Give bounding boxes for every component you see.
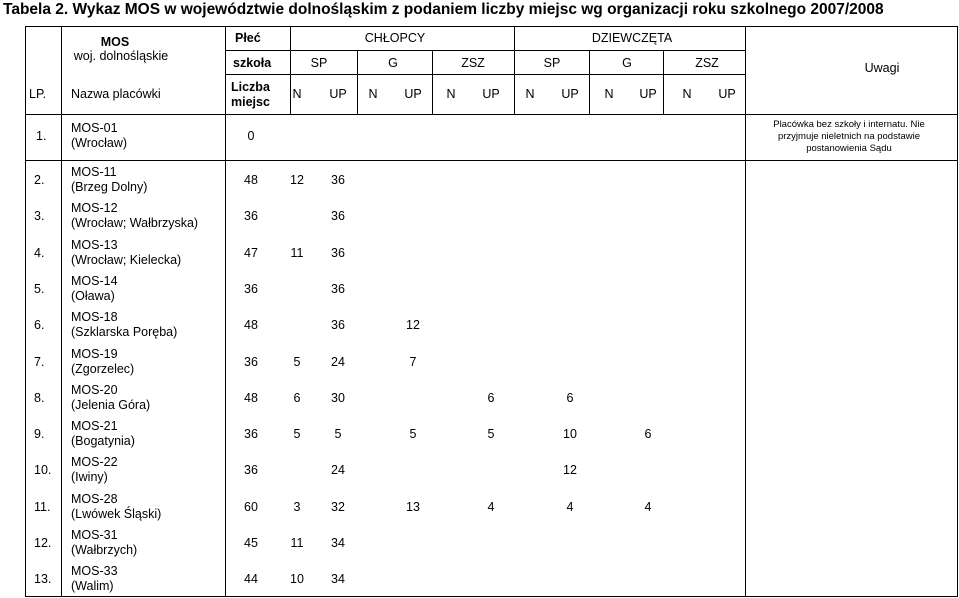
header-uwagi: Uwagi (864, 61, 900, 75)
header-chlopcy: CHŁOPCY (364, 31, 426, 45)
row-value-liczba: 0 (247, 129, 255, 143)
header-n-2: N (368, 87, 378, 101)
row-value-liczba: 36 (244, 463, 258, 478)
header-nazwa: Nazwa placówki (71, 87, 161, 101)
row-uwagi-line-1: Placówka bez szkoły i internatu. Nie (773, 119, 925, 130)
row-place: (Zgorzelec) (71, 361, 135, 376)
row-value-sp-up: 32 (331, 499, 345, 514)
header-school-zsz-girls: ZSZ (695, 56, 719, 70)
row-lp: 3. (34, 209, 45, 224)
row-value-sp-up: 36 (331, 281, 345, 296)
row-value-sp-n: 3 (293, 499, 301, 514)
row-value-sp-n: 10 (290, 572, 304, 587)
header-up-6: UP (718, 87, 736, 101)
row-lp: 13. (34, 572, 52, 587)
row-place: (Oława) (71, 288, 115, 303)
row-value-sp-up: 5 (334, 427, 342, 442)
row-place: (Szklarska Poręba) (71, 325, 178, 340)
header-up-3: UP (482, 87, 500, 101)
row-name: MOS-31 (71, 528, 118, 542)
row-place: (Wałbrzych) (71, 543, 138, 557)
row-value-liczba: 36 (244, 281, 258, 296)
row-place: (Lwówek Śląski) (71, 506, 162, 521)
row-value-sp-up: 36 (331, 318, 345, 333)
row-value-sp-n: 11 (290, 245, 304, 260)
header-mos: MOS (100, 35, 130, 49)
row-place: (Wrocław) (71, 136, 128, 150)
row-value-sp-n: 5 (293, 427, 301, 442)
row-name: MOS-33 (71, 564, 118, 579)
row-name: MOS-19 (71, 346, 118, 361)
header-school-sp-girls: SP (543, 56, 561, 70)
row-name: MOS-12 (71, 201, 118, 216)
header-n-3: N (446, 87, 456, 101)
row-lp: 10. (34, 463, 52, 478)
row-value-sp-up: 36 (331, 245, 345, 260)
row-value-sp-n: 11 (290, 536, 304, 550)
row-value-g-up: 5 (409, 427, 417, 442)
header-up-4: UP (561, 87, 579, 101)
row-lp: 12. (34, 536, 52, 550)
row-lp: 8. (34, 390, 45, 405)
header-school-sp-boys: SP (310, 56, 328, 70)
row-value-zsz-up: 5 (487, 427, 495, 442)
row-value-sp-up: 30 (331, 390, 345, 405)
header-school-zsz-boys: ZSZ (461, 56, 485, 70)
row-value-sp-up-girls: 4 (566, 499, 574, 514)
row-value-sp-up: 24 (331, 463, 345, 478)
header-region: woj. dolnośląskie (73, 49, 169, 63)
row-lp: 6. (34, 318, 45, 333)
row-value-sp-n: 12 (290, 173, 304, 187)
row-lp: 1. (36, 129, 47, 143)
row-value-liczba: 60 (244, 499, 258, 514)
row-value-zsz-up: 6 (487, 390, 495, 405)
row-place: (Walim) (71, 579, 114, 594)
header-n-1: N (292, 87, 302, 101)
row-lp: 5. (34, 281, 45, 296)
row-value-sp-n: 6 (293, 390, 301, 405)
row-value-g-up-girls: 4 (644, 499, 652, 514)
row-lp: 2. (34, 173, 45, 187)
row-value-liczba: 45 (244, 536, 258, 550)
row-value-liczba: 48 (244, 173, 258, 187)
row-value-liczba: 47 (244, 245, 258, 260)
page-title: Tabela 2. Wykaz MOS w województwie dolnośląskim z podaniem liczby miejsc wg organizacji roku szkolnego 2007/2008 (3, 1, 884, 18)
header-liczba: Liczba (231, 80, 270, 94)
header-miejsc: miejsc (231, 95, 270, 109)
header-up-5: UP (639, 87, 657, 101)
row-value-sp-up-girls: 6 (566, 390, 574, 405)
row-lp: 7. (34, 354, 45, 369)
row-value-sp-n: 5 (293, 354, 301, 369)
row-value-sp-up: 24 (331, 354, 345, 369)
header-n-5: N (604, 87, 614, 101)
row-value-sp-up: 36 (331, 173, 345, 187)
header-dziewczeta: DZIEWCZĘTA (591, 31, 673, 45)
row-name: MOS-14 (71, 273, 118, 288)
row-name: MOS-20 (71, 382, 118, 397)
row-name: MOS-28 (71, 491, 118, 506)
row-value-g-up: 7 (409, 354, 417, 369)
row-place: (Wrocław; Kielecka) (71, 252, 182, 267)
row-place: (Iwiny) (71, 470, 108, 485)
row-name: MOS-01 (71, 121, 118, 135)
header-up-1: UP (329, 87, 347, 101)
row-place: (Bogatynia) (71, 434, 135, 449)
row-value-g-up: 13 (406, 499, 420, 514)
row-place: (Jelenia Góra) (71, 397, 151, 412)
row-name: MOS-13 (71, 237, 118, 252)
header-szkola: szkoła (233, 56, 272, 70)
header-n-6: N (682, 87, 692, 101)
row-name: MOS-11 (71, 165, 117, 179)
row-name: MOS-21 (71, 419, 118, 434)
row-value-liczba: 36 (244, 354, 258, 369)
row-value-liczba: 36 (244, 427, 258, 442)
row-value-sp-up-girls: 10 (563, 427, 577, 442)
header-n-4: N (525, 87, 535, 101)
row-lp: 9. (34, 427, 45, 442)
row-value-sp-up-girls: 12 (563, 463, 577, 478)
row-value-sp-up: 36 (331, 209, 345, 224)
row-place: (Wrocław; Wałbrzyska) (71, 216, 199, 231)
row-lp: 11. (34, 499, 51, 514)
row-uwagi-line-3: postanowienia Sądu (806, 143, 892, 154)
header-lp: LP. (29, 87, 47, 101)
row-value-liczba: 48 (244, 390, 258, 405)
row-value-g-up-girls: 6 (644, 427, 652, 442)
header-school-g-boys: G (388, 56, 398, 70)
row-value-liczba: 36 (244, 209, 258, 224)
row-uwagi-line-2: przyjmuje nieletnich na podstawie (777, 131, 921, 142)
row-value-sp-up: 34 (331, 536, 345, 550)
row-lp: 4. (34, 245, 45, 260)
row-name: MOS-22 (71, 455, 118, 470)
row-value-zsz-up: 4 (487, 499, 495, 514)
header-plec: Płeć (235, 31, 261, 45)
row-value-sp-up: 34 (331, 572, 345, 587)
row-value-liczba: 48 (244, 318, 258, 333)
header-up-2: UP (404, 87, 422, 101)
header-school-g-girls: G (622, 56, 632, 70)
row-name: MOS-18 (71, 310, 118, 325)
row-value-g-up: 12 (406, 318, 420, 333)
row-value-liczba: 44 (244, 572, 258, 587)
row-place: (Brzeg Dolny) (71, 180, 148, 194)
